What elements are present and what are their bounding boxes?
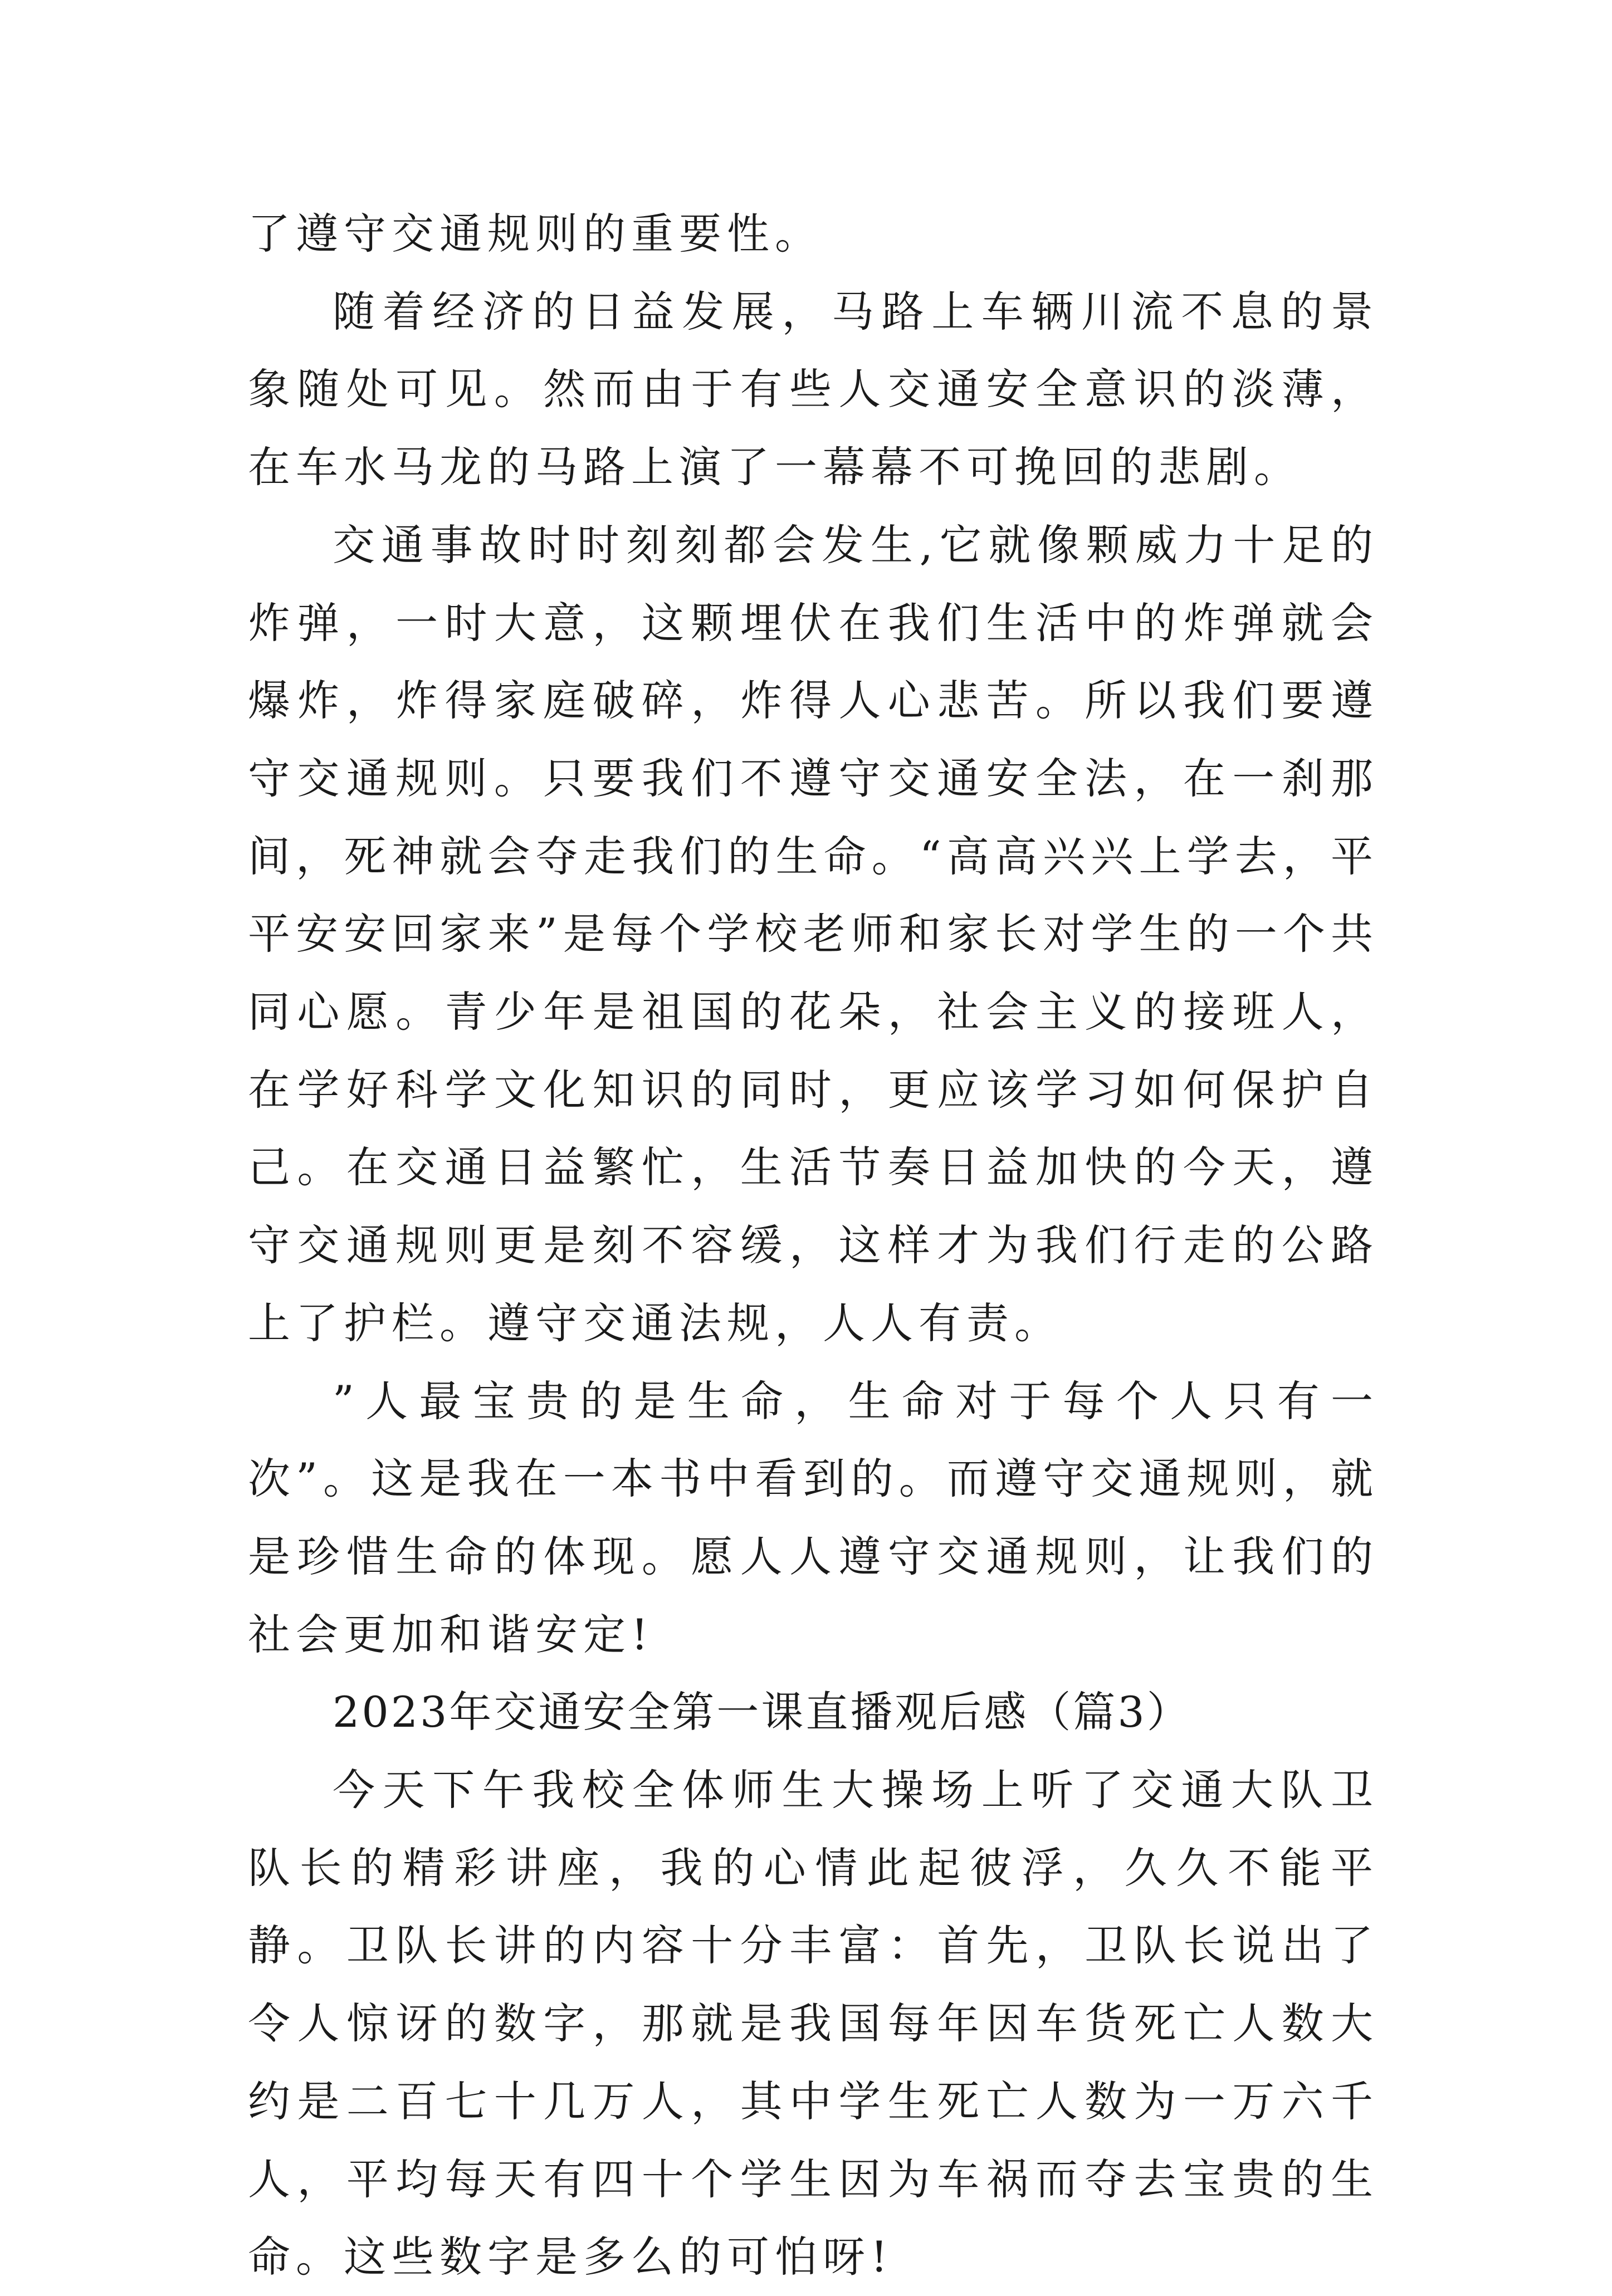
paragraph-accidents: 交通事故时时刻刻都会发生,它就像颗威力十足的炸弹，一时大意，这颗埋伏在我们生活中的炸弹就会爆炸，炸得家庭破碎，炸得人心悲苦。所以我们要遵守交通规则。只要我们不遵守交通安全法，在一刹那间，死神就会夺走我们的生命。“高高兴兴上学去，平平安安回家来”是每个学校老师和家长对学生的一个共同心愿。青少年是祖国的花朵，社会主义的接班人，在学好科学文化知识的同时，更应该学习如何保护自己。在交通日益繁忙，生活节奏日益加快的今天，遵守交通规则更是刻不容缓，这样才为我们行走的公路上了护栏。遵守交通法规，人人有责。 — [248, 520, 1379, 1348]
paragraph-life-quote: ”人最宝贵的是生命，生命对于每个人只有一次”。这是我在一本书中看到的。而遵守交通规则，就是珍惜生命的体现。愿人人遵守交通规则，让我们的社会更加和谐安定! — [248, 1376, 1379, 1659]
document-body — [248, 195, 1379, 2296]
paragraph-lecture: 今天下午我校全体师生大操场上听了交通大队卫队长的精彩讲座，我的心情此起彼浮，久久不能平静。卫队长讲的内容十分丰富：首先，卫队长说出了令人惊讶的数字，那就是我国每年因车货死亡人数大约是二百七十几万人，其中学生死亡人数为一万六千人，平均每天有四十个学生因为车祸而夺去宝贵的生命。这些数字是多么的可怕呀! — [248, 1765, 1379, 2282]
paragraph-economy: 随着经济的日益发展，马路上车辆川流不息的景象随处可见。然而由于有些人交通安全意识的淡薄，在车水马龙的马路上演了一幕幕不可挽回的悲剧。 — [248, 286, 1379, 492]
section-heading: 2023年交通安全第一课直播观后感（篇3） — [333, 1687, 1191, 1737]
paragraph-continuation: 了遵守交通规则的重要性。 — [248, 209, 823, 258]
